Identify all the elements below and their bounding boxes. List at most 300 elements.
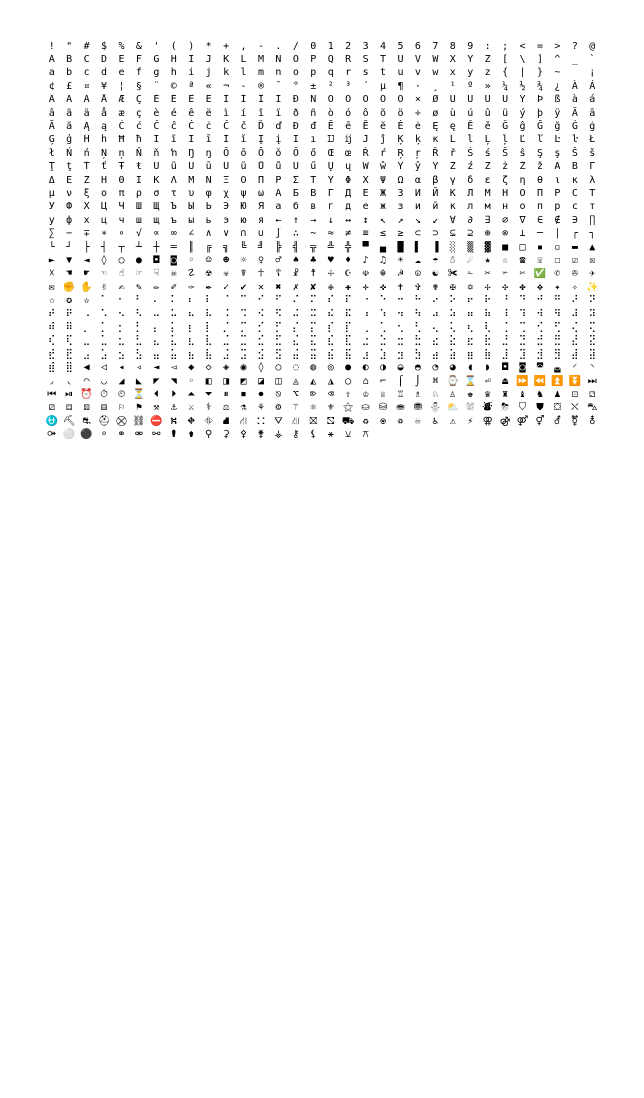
glyph-cell: Ê [188, 94, 195, 106]
glyph-cell: ✍ [118, 281, 125, 293]
glyph-cell: 5 [397, 40, 404, 52]
glyph-cell: ◪ [257, 375, 264, 387]
glyph-cell: Ĕ [362, 121, 369, 133]
glyph-cell: ⡄ [152, 321, 160, 333]
glyph-cell: Q [327, 54, 334, 66]
glyph-cell: Ŵ [362, 161, 369, 173]
glyph-cell: Ż [484, 161, 491, 173]
glyph-cell: ≥ [397, 228, 404, 240]
glyph-cell: ⢃ [414, 321, 422, 333]
glyph-cell: ⣚ [536, 335, 544, 347]
glyph-cell: ✂ [484, 268, 491, 280]
glyph-cell: Ò [327, 94, 334, 106]
glyph-cell: ō [240, 147, 247, 159]
glyph-cell: N [275, 54, 282, 66]
glyph-cell: Ĩ [153, 134, 160, 146]
glyph-cell: Ø [432, 94, 439, 106]
glyph-cell: Ģ [48, 134, 55, 146]
glyph-cell: « [205, 80, 212, 92]
glyph-cell: ⠂ [117, 295, 126, 307]
glyph-cell: 6 [414, 40, 421, 52]
glyph-cell: ☠ [170, 268, 177, 280]
glyph-cell: ☟ [153, 268, 160, 280]
glyph-cell: 3 [362, 40, 369, 52]
glyph-cell: ♙ [449, 388, 456, 400]
glyph-cell: ☺ [205, 255, 212, 266]
glyph-cell: ® [257, 80, 264, 92]
glyph-cell: ┌ [571, 228, 578, 240]
glyph-cell: ⊥ [519, 228, 526, 240]
glyph-cell: ⢊ [536, 321, 544, 333]
glyph-cell: ♚ [467, 388, 474, 400]
glyph-cell: ◙ [170, 255, 177, 266]
glyph-cell: ι [554, 174, 561, 186]
glyph-cell: ń [83, 147, 90, 159]
glyph-cell: β [432, 174, 439, 186]
glyph-cell: ▓ [484, 241, 491, 253]
glyph-cell: Ì [223, 94, 230, 106]
glyph-cell: Ç [135, 94, 142, 106]
glyph-cell: Ä [83, 94, 90, 106]
glyph-cell: ⚘ [257, 402, 264, 414]
glyph-cell: ⛎ [45, 415, 58, 427]
glyph-cell: ŏ [275, 147, 282, 159]
glyph-cell: Л [467, 188, 474, 200]
glyph-cell: Я [257, 201, 264, 213]
glyph-cell: Ρ [275, 174, 282, 186]
glyph-cell: ` [589, 54, 596, 66]
glyph-cell: Ŭ [223, 161, 230, 173]
glyph-cell: ĝ [519, 121, 526, 133]
glyph-cell: ✃ [502, 268, 509, 280]
glyph-cell: ♔ [362, 388, 369, 400]
glyph-cell: R [345, 54, 352, 66]
glyph-cell: ∪ [257, 228, 264, 240]
glyph-cell: ├ [83, 241, 90, 253]
glyph-cell: ⠱ [379, 308, 387, 320]
glyph-cell: ⛒ [116, 415, 127, 427]
glyph-cell: ◐ [362, 362, 369, 374]
glyph-cell: č [240, 121, 247, 133]
glyph-cell: ⠊ [257, 295, 265, 307]
glyph-cell: ⣫ [274, 348, 283, 360]
glyph-cell: ⚠ [449, 415, 456, 427]
glyph-cell: O [292, 54, 299, 66]
glyph-cell: Ŗ [397, 147, 404, 159]
glyph-cell: ┴ [135, 241, 142, 253]
glyph-cell: ✒ [205, 281, 212, 293]
glyph-cell: ⣱ [379, 348, 387, 360]
glyph-cell: ⣬ [292, 348, 300, 360]
glyph-cell: ♾ [414, 415, 421, 427]
glyph-cell: ę [449, 121, 456, 133]
glyph-cell: ő [310, 147, 317, 159]
glyph-cell: ē [345, 121, 352, 133]
glyph-cell: ╣ [292, 241, 299, 253]
glyph-cell: ŧ [135, 161, 142, 173]
glyph-cell: ⡁ [100, 321, 108, 333]
glyph-cell: ⛟ [341, 415, 355, 427]
glyph-cell: ∫ [275, 228, 282, 240]
glyph-cell: ũ [170, 161, 177, 173]
glyph-cell: ° [292, 80, 299, 92]
glyph-cell: ⚔ [188, 402, 195, 414]
glyph-cell: ← [275, 214, 282, 226]
glyph-cell: ⊇ [467, 228, 474, 240]
glyph-cell: ⠮ [327, 308, 335, 320]
glyph-cell: ✞ [414, 281, 421, 293]
glyph-cell: Ĥ [83, 134, 90, 146]
glyph-cell: ¼ [502, 80, 509, 92]
glyph-cell: ⌘ [432, 375, 439, 387]
glyph-cell: ⣆ [187, 335, 195, 347]
glyph-cell: ▬ [571, 241, 578, 253]
glyph-cell: ✧ [571, 281, 578, 293]
glyph-cell: æ [118, 107, 125, 119]
glyph-cell: Á [589, 80, 596, 92]
glyph-cell: ∨ [223, 228, 230, 240]
glyph-cell: ⏲ [117, 388, 126, 400]
glyph-cell: З [397, 188, 404, 200]
glyph-cell: б [292, 201, 299, 213]
glyph-cell: Ĺ [449, 134, 456, 146]
glyph-cell: Ψ [380, 174, 387, 186]
glyph-cell: ¨ [153, 80, 160, 92]
glyph-cell: ─ [536, 228, 543, 240]
glyph-cell: ⠺ [536, 308, 544, 320]
glyph-cell: ⣋ [274, 335, 283, 347]
glyph-cell: ◊ [101, 255, 108, 266]
glyph-cell: Ð [292, 94, 299, 106]
glyph-cell: Œ [327, 147, 334, 159]
glyph-cell: Α [554, 161, 561, 173]
glyph-cell: { [502, 67, 509, 79]
glyph-cell: ↔ [345, 214, 352, 226]
glyph-cell: ⡇ [204, 321, 213, 333]
glyph-cell: и [414, 201, 421, 213]
glyph-cell: y [467, 67, 474, 79]
glyph-cell: Ŷ [397, 161, 404, 173]
glyph-cell: ☻ [223, 255, 230, 266]
glyph-cell: ⠹ [518, 308, 527, 320]
glyph-cell: ė [414, 121, 421, 133]
glyph-cell: ⏭ [587, 375, 597, 387]
glyph-cell: û [484, 107, 491, 119]
glyph-cell: ∗ [101, 228, 108, 240]
glyph-cell: ⢏ [65, 335, 73, 347]
glyph-cell: Ũ [153, 161, 160, 173]
glyph-cell: ψ [240, 188, 247, 200]
glyph-cell: ╔ [205, 241, 212, 253]
glyph-cell: ⠉ [239, 295, 248, 307]
glyph-cell: ă [66, 121, 73, 133]
glyph-cell: ◡ [101, 375, 108, 387]
glyph-cell: ♀ [257, 255, 264, 266]
glyph-cell: ⣂ [117, 335, 126, 347]
glyph-cell: ⚖ [223, 402, 230, 414]
glyph-cell: с [571, 201, 578, 213]
glyph-cell: İ [292, 134, 299, 146]
glyph-cell: ◞ [48, 375, 55, 387]
glyph-cell: ⚵ [257, 429, 265, 441]
glyph-cell: ť [101, 161, 108, 173]
glyph-cell: ? [571, 40, 578, 52]
glyph-cell: ⢉ [518, 321, 527, 333]
glyph-cell: ŕ [380, 147, 387, 159]
glyph-cell: ☐ [554, 255, 561, 266]
glyph-cell: ĸ [432, 134, 439, 146]
glyph-cell: ъ [170, 214, 177, 226]
glyph-cell: ║ [188, 241, 195, 253]
glyph-cell: ⛏ [62, 415, 76, 427]
glyph-cell: ⠑ [379, 295, 387, 307]
glyph-cell: ⠪ [257, 308, 265, 320]
glyph-cell: Ъ [170, 201, 177, 213]
glyph-cell: ☬ [380, 268, 387, 280]
glyph-cell: Æ [118, 94, 125, 106]
glyph-cell: ⡆ [187, 321, 195, 333]
glyph-cell: σ [153, 188, 160, 200]
glyph-cell: ⠆ [187, 295, 195, 307]
glyph-cell: ⣠ [82, 348, 91, 360]
glyph-cell: Τ [310, 174, 317, 186]
glyph-cell: [ [502, 54, 509, 66]
glyph-cell: ✦ [554, 281, 561, 293]
glyph-cell: k [223, 67, 230, 79]
glyph-cell: e [118, 67, 125, 79]
glyph-cell: Γ [589, 161, 596, 173]
glyph-cell: ⚶ [274, 429, 283, 441]
glyph-cell: ↘ [414, 214, 421, 226]
glyph-cell: ⣇ [204, 335, 213, 347]
glyph-cell: ⡎ [327, 321, 335, 333]
glyph-cell: Ĝ [502, 121, 509, 133]
glyph-cell: ц [101, 214, 108, 226]
glyph-cell: ╦ [310, 241, 317, 253]
glyph-cell: ∧ [205, 228, 212, 240]
glyph-cell: ⣕ [449, 335, 457, 347]
glyph-cell: K [223, 54, 230, 66]
glyph-cell: ┘ [66, 241, 73, 253]
glyph-cell: ◦ [188, 255, 195, 266]
glyph-cell: m [257, 67, 264, 79]
glyph-cell: ⣃ [135, 335, 143, 347]
glyph-cell: ⠥ [170, 308, 178, 320]
glyph-cell: ⣹ [518, 348, 527, 360]
glyph-cell: ◀ [83, 362, 90, 374]
glyph-cell: ☂ [432, 255, 439, 266]
glyph-cell: ▀ [362, 241, 369, 253]
glyph-cell: ⢎ [48, 335, 56, 347]
glyph-cell: ≠ [345, 228, 352, 240]
glyph-cell: ⣒ [396, 335, 405, 347]
glyph-cell: ⚷ [292, 429, 300, 441]
glyph-cell: ∏ [589, 214, 596, 226]
glyph-cell: É [170, 94, 177, 106]
glyph-cell: ☜ [101, 268, 108, 280]
glyph-cell: ´ [362, 80, 369, 92]
glyph-cell: ⠦ [187, 308, 195, 320]
glyph-cell: ☞ [135, 268, 142, 280]
glyph-cell: ⡅ [170, 321, 178, 333]
glyph-cell: ◂ [118, 362, 125, 374]
glyph-cell: ◗ [484, 362, 491, 374]
glyph-cell: ü [502, 107, 509, 119]
glyph-cell: ✑ [188, 281, 195, 293]
glyph-cell: ⠟ [65, 308, 73, 320]
glyph-cell: Ζ [83, 174, 90, 186]
glyph-cell: ⠄ [152, 295, 160, 307]
glyph-cell: ! [48, 40, 55, 52]
glyph-cell: ◣ [135, 375, 142, 387]
glyph-cell: Ε [66, 174, 73, 186]
glyph-cell: ∴ [292, 228, 299, 240]
glyph-cell: ¾ [536, 80, 543, 92]
glyph-cell: Ы [188, 201, 195, 213]
glyph-cell: ☚ [66, 268, 73, 280]
glyph-cell: ξ [83, 188, 90, 200]
glyph-cell: ∘ [118, 228, 125, 240]
glyph-cell: Ă [48, 121, 55, 133]
glyph-cell: Φ [345, 174, 352, 186]
glyph-cell: ◯ [345, 375, 352, 387]
glyph-cell: ◒ [397, 362, 404, 374]
glyph-cell: ⛀ [361, 402, 370, 414]
glyph-cell: ⣺ [536, 348, 544, 360]
glyph-cell: ⣔ [431, 335, 439, 347]
glyph-cell: ⣁ [100, 335, 108, 347]
glyph-cell: Ц [101, 201, 108, 213]
glyph-cell: ✉ [48, 281, 55, 293]
glyph-cell: Ħ [118, 134, 125, 146]
glyph-cell: ⣍ [309, 335, 317, 347]
glyph-cell: _ [571, 54, 578, 66]
glyph-cell: ¯ [275, 80, 282, 92]
glyph-cell: ρ [135, 188, 142, 200]
glyph-cell: Λ [170, 174, 177, 186]
glyph-cell: ⠓ [414, 295, 422, 307]
glyph-cell: ⚄ [83, 402, 90, 414]
glyph-cell: ⣖ [466, 335, 474, 347]
glyph-cell: ⠘ [501, 295, 509, 307]
glyph-cell: ☧ [292, 268, 299, 280]
glyph-cell: ⣿ [65, 362, 73, 374]
glyph-cell: ◠ [83, 375, 90, 387]
glyph-cell: ◄ [83, 255, 90, 266]
glyph-cell: ⣊ [257, 335, 265, 347]
glyph-cell: ^ [554, 54, 561, 66]
glyph-cell: ⛇ [482, 402, 493, 414]
glyph-cell: ⚕ [205, 402, 212, 414]
glyph-cell: ⏺ [258, 388, 264, 400]
glyph-cell: ż [502, 161, 509, 173]
glyph-cell: Ğ [536, 121, 543, 133]
glyph-cell: ✕ [257, 281, 264, 293]
glyph-cell: ⣗ [483, 335, 492, 347]
glyph-cell: ⣰ [361, 348, 370, 360]
glyph-cell: ▐ [432, 241, 439, 253]
glyph-cell: ⏏ [502, 375, 509, 387]
glyph-cell: ◙ [519, 362, 526, 374]
glyph-cell: Ш [135, 201, 142, 213]
glyph-cell: ⢄ [431, 321, 439, 333]
glyph-cell: ☥ [257, 268, 264, 280]
glyph-cell: ◑ [380, 362, 387, 374]
glyph-cell: ✣ [502, 281, 509, 293]
glyph-cell: × [414, 94, 421, 106]
glyph-cell: C [83, 54, 90, 66]
glyph-cell: ¢ [48, 80, 55, 92]
glyph-cell: ⠡ [100, 308, 108, 320]
glyph-cell: м [484, 201, 491, 213]
glyph-cell: ╩ [327, 241, 334, 253]
glyph-cell: ⢀ [361, 321, 370, 333]
glyph-cell: ⚲ [204, 429, 213, 441]
glyph-cell: Ē [327, 121, 334, 133]
glyph-cell: ⛛ [274, 415, 283, 427]
glyph-cell: Ŏ [257, 147, 264, 159]
glyph-cell: ♣ [310, 255, 317, 266]
glyph-cell: x [449, 67, 456, 79]
glyph-cell: θ [536, 174, 543, 186]
glyph-cell: ⚱ [188, 429, 195, 441]
glyph-cell: Σ [292, 174, 299, 186]
glyph-cell: / [292, 40, 299, 52]
glyph-cell: ⚃ [66, 402, 73, 414]
glyph-cell: ☄ [467, 255, 474, 266]
glyph-cell: ŭ [240, 161, 247, 173]
glyph-cell: s [362, 67, 369, 79]
glyph-cell: ⠨ [222, 308, 230, 320]
glyph-cell: ⌂ [362, 375, 369, 387]
glyph-cell: ⠻ [553, 308, 562, 320]
glyph-cell: ◃ [135, 362, 142, 374]
glyph-cell: ► [48, 255, 55, 266]
glyph-cell: Э [223, 201, 230, 213]
glyph-cell: ö [397, 107, 404, 119]
glyph-cell: ⛍ [587, 402, 598, 414]
glyph-cell: Ф [66, 201, 73, 213]
glyph-cell: ⚯ [152, 429, 161, 441]
glyph-cell: Ŀ [554, 134, 561, 146]
glyph-cell: ⚣ [499, 415, 511, 427]
glyph-cell: ⠃ [135, 295, 143, 307]
glyph-cell: ⏵ [171, 388, 177, 400]
glyph-cell: ⚧ [570, 415, 580, 427]
glyph-cell: Ń [66, 147, 73, 159]
glyph-cell: ⣦ [187, 348, 195, 360]
glyph-cell: ⛋ [553, 402, 562, 414]
glyph-cell: ∞ [170, 228, 177, 240]
glyph-cell: T [380, 54, 387, 66]
glyph-cell: ⚗ [240, 402, 247, 414]
glyph-cell: ⛄ [429, 402, 442, 414]
glyph-cell: ∀ [449, 214, 456, 226]
glyph-cell: c [83, 67, 90, 79]
glyph-cell: п [536, 201, 543, 213]
glyph-cell: ⠚ [536, 295, 544, 307]
glyph-cell: ☪ [345, 268, 352, 280]
glyph-cell: ◈ [223, 362, 230, 374]
glyph-cell: ✘ [310, 281, 317, 293]
glyph-cell: ✖ [275, 281, 282, 293]
glyph-cell: Ŧ [118, 161, 125, 173]
glyph-cell: ✫ [83, 295, 90, 307]
glyph-cell: ⣼ [571, 348, 579, 360]
glyph-cell: ⛝ [309, 415, 318, 427]
glyph-cell: ⚚ [292, 402, 299, 414]
glyph-cell: i [188, 67, 195, 79]
